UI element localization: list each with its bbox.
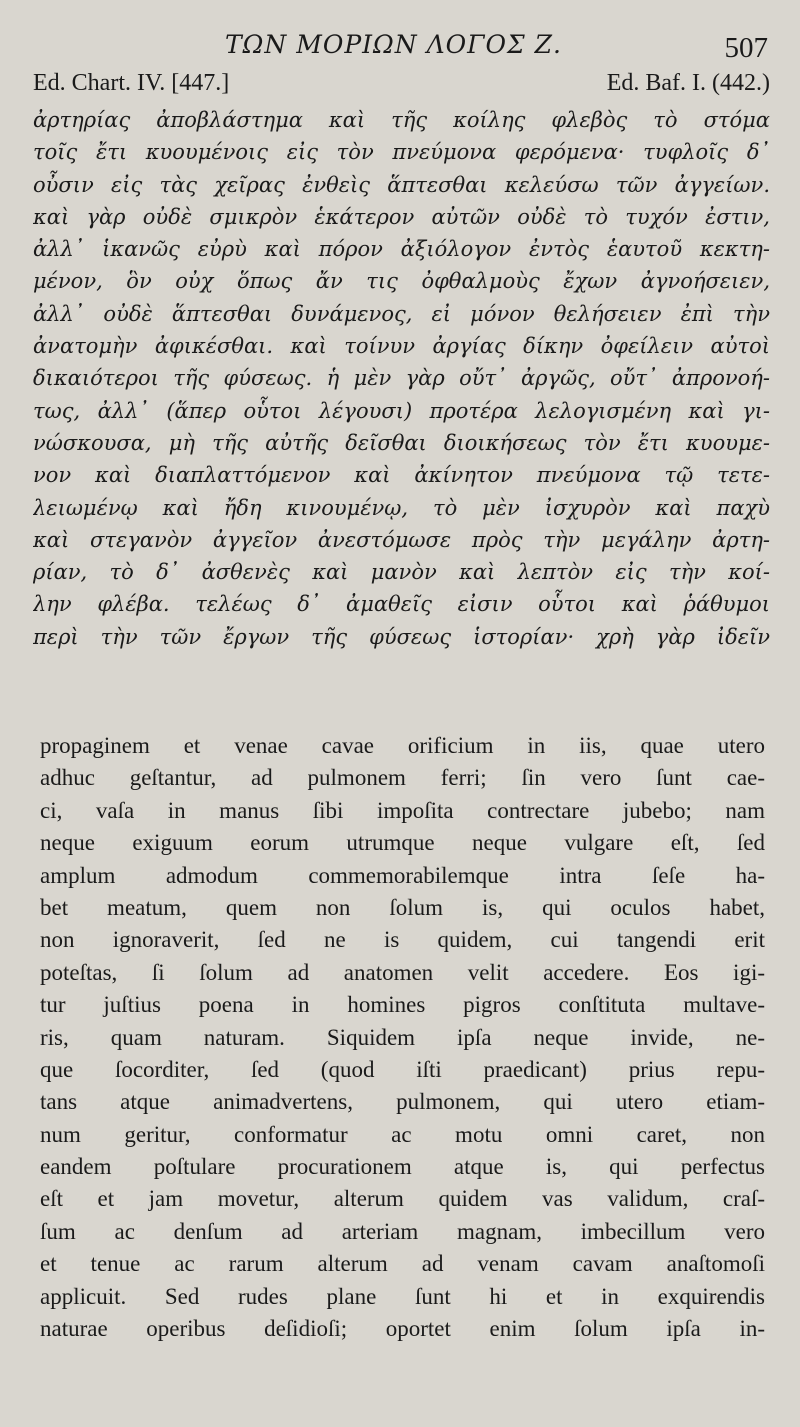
latin-line: que ſocorditer, ſed (quod iſti praedicant) prius repu- [40, 1056, 765, 1082]
edition-chartier: Ed. Chart. IV. [447.] [33, 70, 230, 96]
greek-line: ρίαν, τὸ δ᾽ ἀσθενὲς καὶ μανὸν καὶ λεπτὸν εἰς τὴν κοί- [33, 560, 770, 585]
latin-line: ci, vaſa in manus ſibi impoſita contrectare jubebo; nam [40, 797, 765, 823]
greek-line: νώσκουσα, μὴ τῆς αὐτῆς δεῖσθαι διοικήσεως τὸν ἔτι κυουμε- [33, 430, 770, 455]
latin-line: applicuit. Sed rudes plane ſunt hi et in exquirendis [40, 1283, 765, 1309]
latin-line: propaginem et venae cavae orificium in iis, quae utero [40, 733, 765, 758]
running-title: ΤΩΝ ΜΟΡΙΩΝ ΛΟΓΟΣ Ζ. [225, 30, 562, 59]
latin-line: naturae operibus deſidioſi; oportet enim ſolum ipſa in- [40, 1316, 765, 1342]
greek-line: λην φλέβα. τελέως δ᾽ ἀμαθεῖς εἰσιν οὗτοι καὶ ῥάθυμοι [33, 592, 770, 617]
greek-line: καὶ στεγανὸν ἀγγεῖον ἀνεστόμωσε πρὸς τὴν μεγάλην ἀρτη- [33, 527, 770, 552]
greek-line: τως, ἀλλ᾽ (ἅπερ οὗτοι λέγουσι) προτέρα λελογισμένη καὶ γι- [33, 398, 770, 423]
latin-line: tans atque animadvertens, pulmonem, qui utero etiam- [40, 1089, 765, 1115]
greek-line: νον καὶ διαπλαττόμενον καὶ ἀκίνητον πνεύμονα τῷ τετε- [33, 463, 770, 488]
latin-line: tur juſtius poena in homines pigros conſtituta multave- [40, 992, 765, 1018]
edition-basel: Ed. Baf. I. (442.) [606, 70, 770, 96]
latin-line: num geritur, conformatur ac motu omni caret, non [40, 1121, 765, 1147]
edition-references [33, 70, 770, 100]
latin-text-block [40, 730, 765, 1345]
latin-line: ſum ac denſum ad arteriam magnam, imbecillum vero [40, 1218, 765, 1244]
latin-line: poteſtas, ſi ſolum ad anatomen velit accedere. Eos igi- [40, 959, 765, 985]
latin-line: neque exiguum eorum utrumque neque vulgare eſt, ſed [40, 830, 765, 856]
latin-line: amplum admodum commemorabilemque intra ſeſe ha- [40, 862, 765, 888]
greek-line: περὶ τὴν τῶν ἔργων τῆς φύσεως ἱστορίαν· χρὴ γὰρ ἰδεῖν [33, 624, 770, 649]
latin-line: et tenue ac rarum alterum ad venam cavam anaſtomoſi [40, 1251, 765, 1277]
latin-line: eandem poſtulare procurationem atque is, qui perfectus [40, 1154, 765, 1180]
greek-line: οὖσιν εἰς τὰς χεῖρας ἐνθεὶς ἅπτεσθαι κελεύσω τῶν ἀγγείων. [33, 172, 770, 197]
greek-text-block [33, 104, 770, 653]
latin-line: ris, quam naturam. Siquidem ipſa neque invide, ne- [40, 1024, 765, 1050]
greek-line: ἀλλ᾽ ἱκανῶς εὐρὺ καὶ πόρον ἀξιόλογον ἐντὸς ἑαυτοῦ κεκτη- [33, 237, 770, 262]
greek-line: τοῖς ἔτι κυουμένοις εἰς τὸν πνεύμονα φερόμενα· τυφλοῖς δ᾽ [33, 140, 770, 165]
greek-line: ἀνατομὴν ἀφικέσθαι. καὶ τοίνυν ἀργίας δίκην ὀφείλειν αὐτοὶ [33, 334, 770, 359]
greek-line: δικαιότεροι τῆς φύσεως. ἡ μὲν γὰρ οὔτ᾽ ἀργῶς, οὔτ᾽ ἀπρονοή- [33, 366, 770, 391]
page-number: 507 [724, 32, 768, 64]
latin-line: eſt et jam movetur, alterum quidem vas validum, craſ- [40, 1186, 765, 1212]
latin-line: bet meatum, quem non ſolum is, qui oculos habet, [40, 894, 765, 920]
greek-line: μένον, ὃν οὐχ ὅπως ἄν τις ὀφθαλμοὺς ἔχων ἀγνοήσειεν, [33, 269, 770, 294]
greek-line: καὶ γὰρ οὐδὲ σμικρὸν ἑκάτερον αὐτῶν οὐδὲ τὸ τυχόν ἐστιν, [33, 204, 770, 229]
greek-line: λειωμένῳ καὶ ἤδη κινουμένῳ, τὸ μὲν ἰσχυρὸν καὶ παχὺ [33, 495, 770, 520]
greek-line: ἀρτηρίας ἀποβλάστημα καὶ τῆς κοίλης φλεβὸς τὸ στόμα [33, 108, 770, 132]
running-head [0, 26, 800, 66]
greek-line: ἀλλ᾽ οὐδὲ ἅπτεσθαι δυνάμενος, εἰ μόνον θελήσειεν ἐπὶ τὴν [33, 301, 770, 326]
latin-line: adhuc geſtantur, ad pulmonem ferri; ſin vero ſunt cae- [40, 765, 765, 791]
latin-line: non ignoraverit, ſed ne is quidem, cui tangendi erit [40, 927, 765, 953]
